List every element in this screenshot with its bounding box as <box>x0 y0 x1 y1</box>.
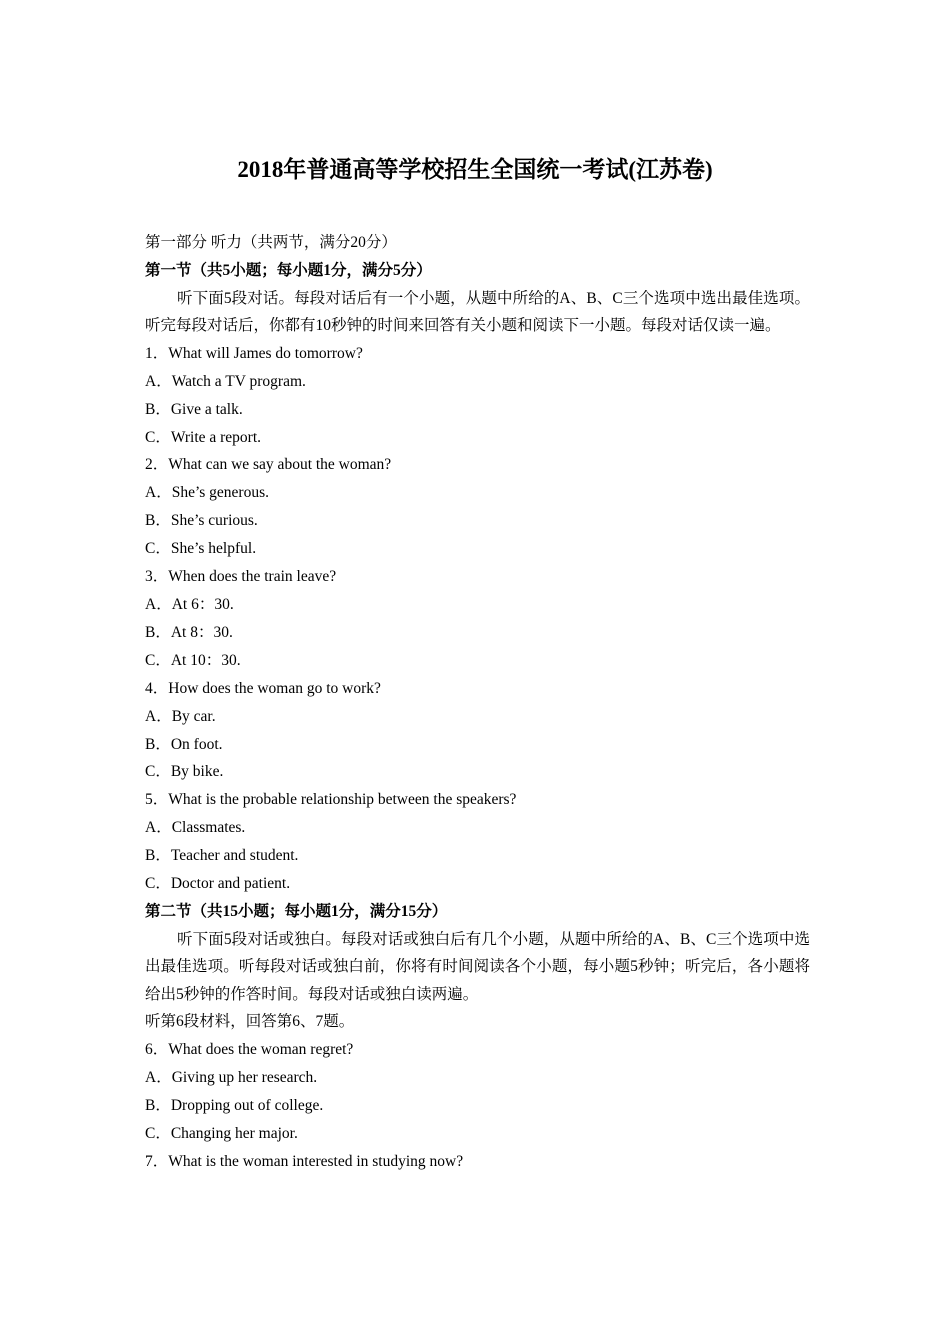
question-stem: 4．How does the woman go to work? <box>145 679 381 697</box>
question-option: A．Classmates. <box>145 819 246 837</box>
question-option: C．She’s helpful. <box>145 540 257 558</box>
question-option: B．On foot. <box>145 735 223 753</box>
question-option: A．Giving up her research. <box>145 1069 318 1087</box>
exam-title: 2018年普通高等学校招生全国统一考试(江苏卷) <box>237 157 713 182</box>
exam-content <box>145 229 810 1176</box>
section2-instructions: 听下面5段对话或独白。每段对话或独白后有几个小题，从题中所给的A、B、C三个选项中选出最佳选项。听每段对话或独白前，你将有时间阅读各个小题，每小题5秒钟；听完后，各小题将给出5秒钟的作答时间。每段对话或独白读两遍。 <box>145 930 810 1003</box>
question-option: B．Give a talk. <box>145 400 243 418</box>
material-note: 听第6段材料，回答第6、7题。 <box>145 1013 355 1031</box>
section2-heading: 第二节（共15小题；每小题1分，满分15分） <box>145 902 448 920</box>
section1-instructions: 听下面5段对话。每段对话后有一个小题，从题中所给的A、B、C三个选项中选出最佳选项。听完每段对话后，你都有10秒钟的时间来回答有关小题和阅读下一小题。每段对话仅读一遍。 <box>145 289 810 335</box>
question-option: A．She’s generous. <box>145 484 269 502</box>
section1-heading: 第一节（共5小题；每小题1分，满分5分） <box>145 261 432 279</box>
question-option: B．Dropping out of college. <box>145 1097 324 1115</box>
question-option: C．By bike. <box>145 763 224 781</box>
question-stem: 7．What is the woman interested in studying now? <box>145 1152 464 1170</box>
question-option: C．Doctor and patient. <box>145 875 291 893</box>
question-stem: 1．What will James do tomorrow? <box>145 344 363 362</box>
section2-questions <box>145 1036 810 1176</box>
question-option: B．She’s curious. <box>145 512 258 530</box>
question-stem: 5．What is the probable relationship between the speakers? <box>145 791 517 809</box>
question-option: A．Watch a TV program. <box>145 372 306 390</box>
question-option: C．Changing her major. <box>145 1124 298 1142</box>
question-option: A．By car. <box>145 707 216 725</box>
question-stem: 2．What can we say about the woman? <box>145 456 392 474</box>
question-option: B．At 8：30. <box>145 623 233 641</box>
question-option: B．Teacher and student. <box>145 847 299 865</box>
question-stem: 6．What does the woman regret? <box>145 1041 354 1059</box>
section1-questions <box>145 340 810 898</box>
part1-heading: 第一部分 听力（共两节，满分20分） <box>145 234 397 251</box>
question-option: C．At 10：30. <box>145 651 241 669</box>
question-option: C．Write a report. <box>145 428 262 446</box>
question-option: A．At 6：30. <box>145 595 234 613</box>
question-stem: 3．When does the train leave? <box>145 568 337 586</box>
